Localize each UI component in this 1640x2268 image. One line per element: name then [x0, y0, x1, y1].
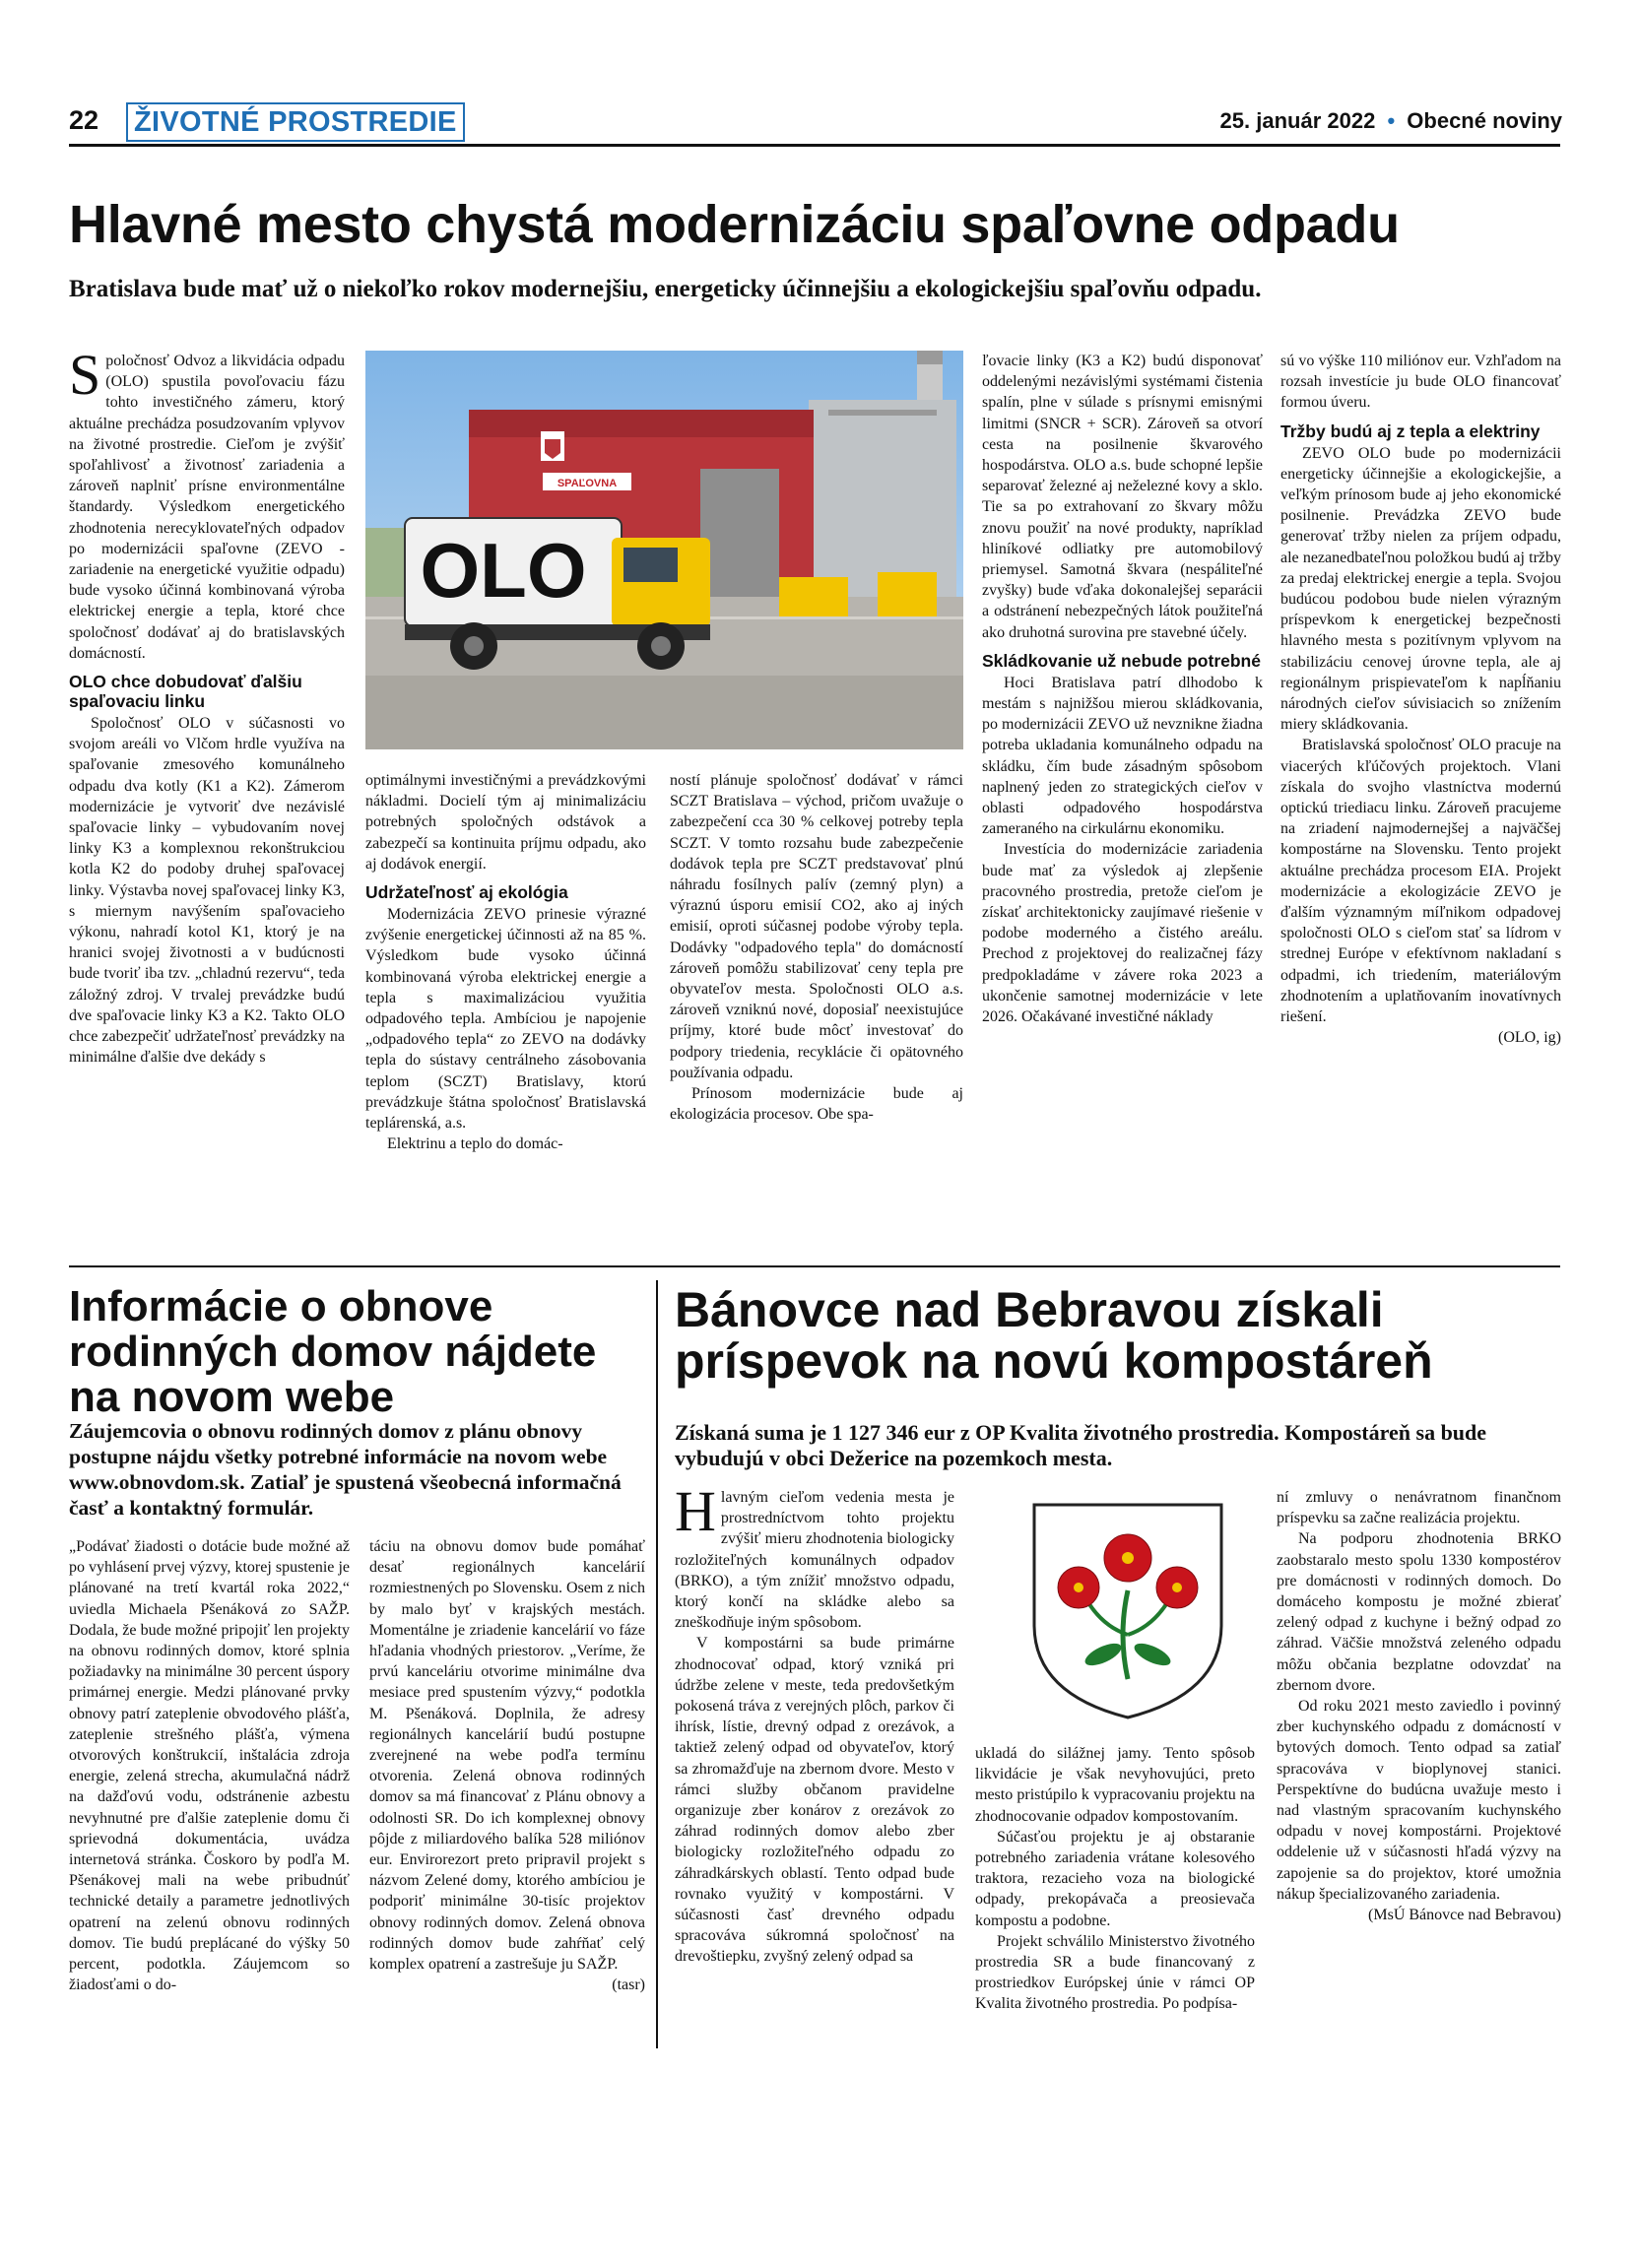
article2-col1 — [69, 1536, 350, 1995]
article3-dropcap: H — [675, 1479, 716, 1543]
article1-subheading: OLO chce dobudovať ďalšiu spaľovaciu linku — [69, 672, 302, 712]
article1-paragraph: Prínosom modernizácie bude aj ekologizácia procesov. Obe spa- — [670, 1085, 963, 1124]
article3-paragraph: ní zmluvy o nenávratnom finančnom príspevku sa začne realizácia projektu. — [1277, 1489, 1561, 1527]
article3-col1 — [675, 1479, 954, 1968]
article3-paragraph: lavným cieľom vedenia mesta je prostredníctvom tohto projektu zvýšiť mieru zhodnotenia biologicky rozložiteľných komunálnych odpadov (BRKO), a tým znížiť množstvo odpadu, ktorý končí na skládke alebo sa zneškodňuje iným spôsobom. — [675, 1489, 954, 1632]
article2-signature: (tasr) — [612, 1976, 645, 1994]
article1-paragraph: Modernizácia ZEVO prinesie výrazné zvýšenie energetickej účinnosti až na 85 %. Výsledkom bude vysoko účinná kombinovaná výroba elektrickej energie a tepla s maximalizáciou využitia odpadového tepla. Ambíciou je napojenie „odpadového tepla“ zo ZEVO na dodávky tepla do sústavy centrálneho zásobovania teplom (SCZT) Bratislavy, ktorú prevádzkuje štátna spoločnosť Bratislavská teplárenská, a.s. — [365, 906, 646, 1133]
article1-paragraph: ZEVO OLO bude po modernizácii energeticky účinnejšie a ekologickejšie, a veľkým prínosom bude aj jeho ekonomické posilnenie. Prevádzka ZEVO bude generovať tržby nielen za príjem odpadu, ale nezanedbateľnou položkou budú aj tržby za predaj elektrickej energie a tepla. Svojou budúcou podobou bude nielen výrazným príspevkom k energetickej bezpečnosti hlavného mesta s pozitívnym vplyvom na stabilizáciu cenovej úrovne tepla, ale aj regionálnym prispievateľom k napĺňaniu národných cieľov súvisiacich so znížením miery skládkovania. — [1280, 444, 1561, 734]
article3-paragraph: Od roku 2021 mesto zaviedlo i povinný zber kuchynského odpadu z domácností v bytových domoch. Tento odpad sa zatiaľ spracováva v bioplynovej stanici. Perspektívne do budúcna uvažuje mesto i nad vlastným spracovaním kuchynského odpadu v novej kompostárni. Projektové oddelenie už v súčasnosti hľadá výzvy na zapojenie sa do projektov, ktoré umožnia nákup špecializovaného zariadenia. — [1277, 1698, 1561, 1903]
article1-paragraph: Bratislavská spoločnosť OLO pracuje na viacerých kľúčových projektoch. Vlani získala do svojho vlastníctva modernú optickú triediacu linku. Zároveň pracujeme na zriadení najmodernejšej a najväčšej kompostárne na Slovensku. Tento projekt aktuálne prechádza procesom EIA. Projekt modernizácie a ekologizácie ZEVO je ďalším významným míľnikom odpadovej spoločnosti OLO s cieľom stať sa lídrom v strednej Európe v efektívnom nakladaní s odpadmi, ich triedením, materiálovým zhodnotením a uplatňovaním inovatívnych riešení. — [1280, 737, 1561, 1026]
article2-lead: Záujemcovia o obnovu rodinných domov z plánu obnovy postupne nájdu všetky potrebné informácie na novom webe www.obnovdom.sk. Zatiaľ je spustená všeobecná informačná časť a kontaktný formulár. — [69, 1419, 622, 1520]
article1-paragraph: sú vo výške 110 miliónov eur. Vzhľadom na rozsah investície ju bude OLO financovať formou úveru. — [1280, 353, 1561, 412]
article-separator — [69, 1265, 1560, 1267]
article3-paragraph: Projekt schválilo Ministerstvo životného prostredia SR a bude financovaný z prostriedkov Európskej únie v rámci OP Kvalita životného prostredia. Po podpísa- — [975, 1932, 1255, 2013]
article3-paragraph: V kompostárni sa bude primárne zhodnocovať odpad, ktorý vzniká pri údržbe zelene v meste, teda predovšetkým pokosená tráva z verejných plôch, parkov či ihrísk, lístie, drevný odpad z orezávok, a taktiež zelený odpad od obyvateľov, ktorý sa zhromažďuje na zbernom dvore. Mesto v rámci služby občanom pravidelne organizuje zber konárov z orezávok zo záhrad rodinných domov alebo zber biologicky rozložiteľného odpadu zo záhradkárskych oblastí. Tento odpad bude rovnako využitý v kompostárni. V súčasnosti časť drevného odpadu spracováva súkromná spoločnosť na drevoštiepku, zvyšný zelený odpad sa — [675, 1635, 954, 1966]
article3-signature: (MsÚ Bánovce nad Bebravou) — [1368, 1907, 1561, 1924]
section-label: ŽIVOTNÉ PROSTREDIE — [126, 102, 465, 142]
header-bullet: • — [1387, 108, 1396, 133]
article3-paragraph: ukladá do silážnej jamy. Tento spôsob likvidácie je však nevyhovujúci, preto mesto pristúpilo k vypracovaniu projektu na zhodnocovanie odpadov kompostovaním. — [975, 1745, 1255, 1825]
article3-paragraph: Na podporu zhodnotenia BRKO zaobstaralo mesto spolu 1330 kompostérov pre domácnosti v rodinných domoch. Do domáceho kompostu je možné zbierať zelený odpad z kuchyne i bežný odpad zo záhrad. Väčšie množstvá zeleného odpadu môžu občania bezplatne odovzdať na zbernom dvore. — [1277, 1530, 1561, 1694]
article3-col2 — [975, 1743, 1255, 2015]
article1-col5 — [1280, 351, 1561, 1049]
article1-paragraph: Spoločnosť OLO v súčasnosti vo svojom areáli vo Vlčom hrdle využíva na spaľovanie zmesového komunálneho odpadu dva kotly (K1 a K2). Zámerom modernizácie je vytvoriť dve nezávislé spaľovacie linky – vybudovaním novej linky K3 a komplexnou rekonštrukciou kotla K2 do podoby druhej spaľovacej linky. Výstavba novej spaľovacej linky K3, s miernym navýšením spaľovacieho výkonu, nahradí kotol K1, ktorý je na hranici svojej životnosti a v budúcnosti bude tvoriť iba tzv. „chladnú rezervu“, teda záložný zdroj. V trvalej prevádzke budú dve spaľovacie linky K3 a K2. Takto OLO chce zabezpečiť udržateľnosť prevádzky na minimálne ďalšie dve dekády s — [69, 715, 345, 1067]
article1-col2 — [365, 770, 646, 1154]
article2-paragraph: „Podávať žiadosti o dotácie bude možné až po vyhlásení prvej výzvy, ktorej spustenie je plánované na tretí kvartál roka 2022,“ uviedla Michaela Pšenáková zo SAŽP. Dodala, že bude možné pripojiť len projekty na obnovu rodinných domov, ktoré splnia požiadavky na minimálne 30 percent úspory primárnej energie. Medzi plánované prvky obnovy patrí zateplenie obvodového plášťa, zateplenie strešného plášťa, výmena otvorových konštrukcií, inštalácia zdroja energie, zelená strecha, akumulačná nádrž na dažďovú vodu, odstránenie azbestu nevyhnutné pre ďalšie zateplenie domu či sprievodná dokumentácia, uvádza internetová stránka. Čoskoro by podľa M. Pšenákovej mali na webe pribudnúť technické detaily a parametre jednotlivých opatrení na zelenú obnovu rodinných domov. Tie budú preplácané do výšky 50 percent, podotkla. Záujemcom so žiadosťami o do- — [69, 1538, 350, 1994]
article1-paragraph: ľovacie linky (K3 a K2) budú disponovať oddelenými nezávislými systémami čistenia spalín, plne v súlade s prísnymi emisnými limitmi (SNCR + SCR). Zároveň sa otvorí cesta na posilnenie škvarového hospodárstva. OLO a.s. bude schopné lepšie separovať železné aj neželezné kovy a sklo. Tie sa po extrahovaní zo škvary môžu znovu použiť na nové produkty, napríklad hliníkové odliatky pre automobilový priemysel. Samotná škvara (nespáliteľné zvyšky) bude vďaka dokonalejšej separácii a odstránení nebezpečných látok použiteľná ako druhotná surovina pre stavebné účely. — [982, 353, 1263, 641]
article1-subheading: Udržateľnosť aj ekológia — [365, 882, 568, 903]
article1-dropcap: S — [69, 343, 101, 407]
building-sign-text: SPAĽOVNA — [557, 478, 618, 489]
article2-col2 — [369, 1536, 645, 1995]
article3-col3 — [1277, 1487, 1561, 1925]
article1-col3 — [670, 770, 963, 1125]
article1-title: Hlavné mesto chystá modernizáciu spaľovne odpadu — [69, 195, 1400, 254]
article1-subheading: Skládkovanie už nebude potrebné — [982, 650, 1261, 671]
article1-col1 — [69, 343, 345, 1069]
article3-title: Bánovce nad Bebravou získali príspevok na novú kompostáreň — [675, 1282, 1433, 1389]
truck-logo-text: OLO — [420, 527, 587, 614]
coat-of-arms-image — [1024, 1497, 1231, 1723]
incinerator-photo-svg — [365, 351, 963, 749]
page-number: 22 — [69, 105, 99, 135]
article1-paragraph: Investícia do modernizácie zariadenia bude mať za výsledok aj zlepšenie pracovného prostredia, pretože cieľom je získať architektonicky zaujímavé riešenie v podobe moderného a čistého areálu. Prechod z projektovej do realizačnej fázy predpokladáme v závere roka 2023 a ukončenie samotnej modernizácie v lete 2026. Očakávané investičné náklady — [982, 841, 1263, 1026]
article1-paragraph: poločnosť Odvoz a likvidácia odpadu (OLO) spustila povoľovaciu fázu tohto investičného zámeru, ktorý aktuálne prechádza posudzovaním vplyvov na životné prostredie. Cieľom je zvýšiť spoľahlivosť a životnosť zariadenia a zároveň naplniť prísne environmentálne štandardy. Výsledkom energetického zhodnotenia nerecyklovateľných odpadov po modernizácii spaľovne (ZEVO - zariadenie na energetické využitie odpadu) bude vysoko účinná kombinovaná výroba elektrickej energie a tepla, ktoré chce spoločnosť dodávať aj do bratislavských domácností. — [69, 353, 345, 662]
article1-paragraph: Elektrinu a teplo do domác- — [387, 1135, 563, 1153]
article1-paragraph: ností plánuje spoločnosť dodávať v rámci SCZT Bratislava – východ, pričom uvažuje o zabezpečení cca 30 % celkovej potreby tepla SCZT. V tomto rozsahu bude zabezpečenie dodávok tepla pre SCZT predstavovať plnú náhradu fosílnych palív (zemný plyn) a výraznú úsporu emisií CO2, ako aj iných emisií, oproti súčasnej podobe výroby tepla. Dodávky "odpadového tepla" do domácností zároveň pomôžu stabilizovať ceny tepla pre obyvateľov mesta. Spoločnosti OLO a.s. zároveň vzniknú nové, doposiaľ neexistujúce príjmy, ktoré bude môcť investovať do podpory triedenia, recyklácie či opätovného používania odpadu. — [670, 772, 963, 1081]
article1-lead: Bratislava bude mať už o niekoľko rokov modernejšiu, energeticky účinnejšiu a ekologickejšiu spaľovňu odpadu. — [69, 276, 1262, 302]
article2-title: Informácie o obnove rodinných domov nájdete na novom webe — [69, 1282, 597, 1421]
publication-name: Obecné noviny — [1407, 108, 1562, 133]
article1-signature: (OLO, ig) — [1498, 1029, 1561, 1047]
issue-date — [1220, 108, 1562, 134]
column-separator — [656, 1280, 658, 2048]
article1-col4 — [982, 351, 1263, 1027]
article3-lead: Získaná suma je 1 127 346 eur z OP Kvalita životného prostredia. Kompostáreň sa bude vybudujú v obci Dežerice na pozemkoch mesta. — [675, 1420, 1487, 1470]
article1-paragraph: Hoci Bratislava patrí dlhodobo k mestám s najnižšou mierou skládkovania, po modernizácii ZEVO už nevznikne žiadna potreba ukladania komunálneho odpadu na skládku, čím bude zásadným spôsobom naplnený jeden zo strategických cieľov v oblasti odpadového hospodárstva zameraného na cirkulárnu ekonomiku. — [982, 674, 1263, 838]
date-text: 25. január 2022 — [1219, 108, 1376, 133]
article3-paragraph: Súčasťou projektu je aj obstaranie potrebného zariadenia vrátane kolesového traktora, rezacieho voza na biologické odpady, prekopávača a preosievača kompostu a podobne. — [975, 1828, 1255, 1929]
article2-paragraph: táciu na obnovu domov bude pomáhať desať regionálnych kancelárií rozmiestnených po Slovensku. Osem z nich by malo byť v krajských mestách. Momentálne je zriadenie kancelárií vo fáze hľadania vhodných priestorov. „Veríme, že prvú kanceláriu otvorime minimálne dva mesiace pred spustením výzvy,“ podotkla M. Pšenáková. Doplnila, že adresy regionálnych kancelárií budú postupne zverejnené na webe podľa termínu otvorenia. Zelená obnova rodinných domov sa má financovať z Plánu obnovy a odolnosti SR. Do ich komplexnej obnovy pôjde z miliardového balíka 528 miliónov eur. Envirorezort preto pripravil projekt s názvom Zelené domy, ktorého ambíciou je podporiť minimálne 30-tisíc projektov obnovy rodinných domov. Zelená obnova rodinných domov bude zahŕňať celý komplex opatrení a zastrešuje ju SAŽP. — [369, 1538, 645, 1974]
header-rule — [69, 144, 1560, 147]
article1-subheading: Tržby budú aj z tepla a elektriny — [1280, 421, 1541, 441]
article1-paragraph: optimálnymi investičnými a prevádzkovými nákladmi. Docielí tým aj minimalizáciu potrebných spoločných odstávok a zabezpečí sa kontinuita príjmu odpadu, ako aj dodávok energií. — [365, 772, 646, 873]
coat-of-arms-svg — [1024, 1497, 1231, 1723]
incinerator-photo — [365, 351, 963, 749]
